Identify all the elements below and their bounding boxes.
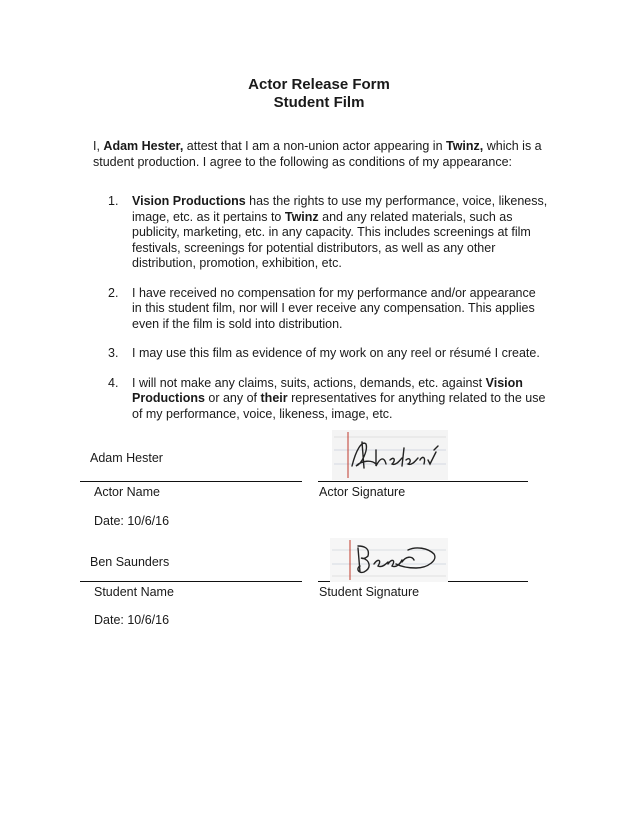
student-name-value: Ben Saunders (90, 555, 170, 569)
actor-signature-line (318, 481, 528, 482)
condition-film-title: Twinz (284, 209, 319, 224)
intro-film-title: Twinz, (446, 139, 484, 153)
condition-number: 2. (108, 285, 119, 300)
student-name-line (80, 581, 302, 582)
actor-signature-label: Actor Signature (319, 485, 406, 499)
condition-number: 4. (108, 375, 119, 390)
condition-item-3 (108, 346, 548, 362)
actor-name-label: Actor Name (94, 485, 160, 499)
condition-text: or any of (204, 391, 261, 405)
intro-actor-name: Adam Hester, (103, 139, 184, 153)
condition-text: has the rights to use my performance, voice, likeness, image, etc. as it pertains to (132, 194, 548, 224)
condition-emphasis: their (260, 391, 288, 405)
condition-number: 1. (108, 194, 119, 208)
condition-text: I will not make any claims, suits, actions, demands, etc. against (132, 375, 486, 390)
intro-suffix: which is a student production. I agree to the following as conditions of my appearance: (93, 139, 542, 169)
condition-text: I have received no compensation for my performance and/or appearance in this student film, nor will I ever receive any compensation. This applies even if the film is sold into distribution. (132, 285, 536, 331)
condition-item-1 (108, 194, 548, 272)
condition-company: Vision Productions (132, 375, 523, 405)
condition-text: I may use this film as evidence of my work on any reel or résumé I create. (132, 346, 540, 360)
actor-date: Date: 10/6/16 (94, 514, 170, 528)
actor-signature-image (332, 430, 448, 480)
intro-middle: attest that I am a non-union actor appearing in (183, 139, 446, 153)
student-signature-image (330, 538, 448, 582)
conditions-list (108, 194, 548, 433)
condition-item-2 (108, 286, 548, 333)
student-name-label: Student Name (94, 585, 174, 599)
condition-item-4 (108, 376, 548, 423)
intro-prefix: I, (93, 139, 104, 153)
form-subtitle: Student Film (273, 94, 365, 111)
condition-text: and any related materials, such as publicity, marketing, etc. in any capacity. This includes screenings at film festivals, screenings for potential distributors, as well as any other distribution, promotion, exhibition, etc. (132, 209, 531, 270)
condition-company: Vision Productions (132, 194, 246, 208)
actor-name-value: Adam Hester (90, 451, 163, 465)
actor-name-line (80, 481, 302, 482)
condition-number: 3. (108, 346, 119, 360)
student-signature-label: Student Signature (319, 585, 420, 599)
intro-paragraph (93, 138, 553, 170)
student-date: Date: 10/6/16 (94, 613, 170, 627)
form-title: Actor Release Form (248, 76, 390, 93)
condition-text: representatives for anything related to the use of my performance, voice, likeness, image, etc. (132, 391, 546, 421)
